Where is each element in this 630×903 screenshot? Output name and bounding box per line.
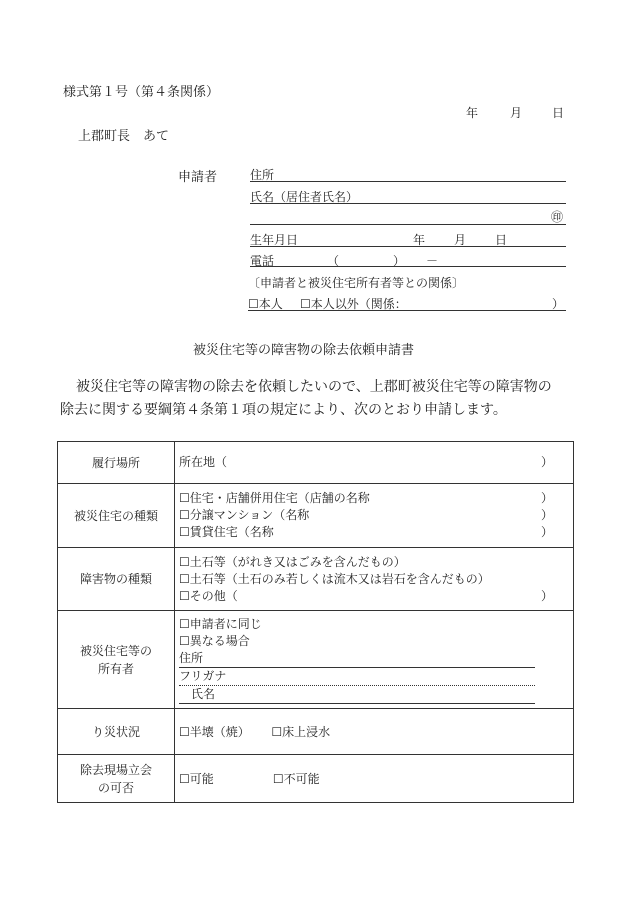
house-type-option[interactable] (179, 507, 553, 524)
obstacle-type-label: 障害物の種類 (58, 548, 175, 611)
location-cell[interactable] (175, 442, 574, 484)
attendance-label-line-2: の可否 (97, 780, 134, 795)
birth-date-line (250, 246, 566, 247)
date-month-label: 月 (510, 106, 523, 120)
body-line-2: 除去に関する要綱第４条第１項の規定により、次のとおり申請します。 (60, 402, 507, 418)
phone-paren-open: （ (327, 254, 340, 268)
owner-label-line-2: 所有者 (97, 661, 134, 676)
body-line-1: 被災住宅等の障害物の除去を依頼したいので、上郡町被災住宅等の障害物の (76, 379, 552, 395)
owner-furigana-label: フリガナ (179, 668, 227, 683)
addressee: 上郡町長 あて (78, 129, 170, 144)
phone-dash: － (426, 254, 439, 268)
owner-same-checkbox[interactable]: ☐申請者に同じ (179, 616, 262, 631)
birth-date-label: 生年月日 (250, 233, 299, 247)
owner-label-line-1: 被災住宅等の (79, 643, 152, 658)
relation-line (248, 310, 566, 311)
phone-paren-close: ） (393, 254, 406, 268)
obstacle-type-option-label: ☐土石等（がれき又はごみを含んだもの） (179, 554, 406, 569)
house-type-option-label: ☐分譲マンション（名称 (179, 508, 310, 522)
owner-address-field[interactable] (179, 650, 535, 668)
form-number: 様式第１号（第４条関係） (63, 85, 220, 100)
date-year-label: 年 (466, 106, 479, 120)
attendance-cell (175, 755, 574, 803)
obstacle-type-cell (175, 548, 574, 611)
house-type-option[interactable] (179, 524, 553, 541)
obstacle-type-option[interactable] (179, 588, 553, 605)
applicant-label: 申請者 (178, 170, 218, 185)
phone-line (250, 266, 566, 267)
house-type-option-close: ） (540, 525, 553, 539)
table-row-location (58, 442, 574, 484)
table-row-obstacle-type (58, 548, 574, 611)
house-type-option-close: ） (540, 508, 553, 522)
attendance-label-line-1: 除去現場立会 (79, 762, 152, 777)
house-type-option[interactable] (179, 490, 553, 507)
birth-year-label: 年 (413, 233, 426, 247)
applicant-address-line (250, 181, 566, 182)
document-title: 被災住宅等の障害物の除去依頼申請書 (193, 343, 415, 358)
birth-day-label: 日 (495, 233, 508, 247)
obstacle-type-option-close: ） (540, 588, 553, 603)
applicant-name-line-2 (250, 224, 566, 225)
attendance-label (58, 755, 175, 803)
relation-other-checkbox[interactable]: ☐本人以外（関係： (300, 297, 407, 311)
relation-self-checkbox[interactable]: ☐本人 (248, 297, 283, 311)
obstacle-type-option[interactable] (179, 571, 553, 588)
location-text: 所在地（ (179, 455, 228, 469)
phone-label: 電話 (250, 254, 275, 268)
house-type-label: 被災住宅の種類 (58, 484, 175, 548)
relation-label: 〔申請者と被災住宅所有者等との関係〕 (248, 276, 465, 290)
owner-name-label: 氏名 (191, 686, 216, 701)
house-type-option-label: ☐賃貸住宅（名称 (179, 525, 274, 539)
application-table (57, 441, 574, 803)
date-day-label: 日 (552, 106, 565, 120)
owner-address-label: 住所 (179, 650, 204, 665)
owner-label (58, 611, 175, 709)
table-row-damage (58, 709, 574, 755)
attendance-possible-checkbox[interactable]: ☐可能 (179, 772, 214, 786)
damage-label: り災状況 (58, 709, 175, 755)
owner-different-checkbox[interactable]: ☐異なる場合 (179, 633, 250, 648)
damage-half-checkbox[interactable]: ☐半壊（焼） (179, 725, 250, 739)
obstacle-type-option-label: ☐土石等（土石のみ若しくは流木又は岩石を含んだもの） (179, 571, 490, 586)
damage-cell (175, 709, 574, 755)
owner-furigana-field[interactable] (179, 668, 535, 686)
birth-month-label: 月 (454, 233, 467, 247)
seal-mark: ㊞ (551, 210, 564, 224)
owner-cell (175, 611, 574, 709)
applicant-name-line (250, 203, 566, 204)
obstacle-type-option-label: ☐その他（ (179, 588, 238, 603)
table-row-house-type (58, 484, 574, 548)
relation-close-paren: ） (552, 297, 565, 311)
applicant-address-label: 住所 (250, 168, 275, 182)
obstacle-type-option[interactable] (179, 554, 553, 571)
table-row-attendance (58, 755, 574, 803)
location-label: 履行場所 (58, 442, 175, 484)
table-row-owner (58, 611, 574, 709)
owner-name-field[interactable] (179, 686, 535, 704)
house-type-option-label: ☐住宅・店舗併用住宅（店舗の名称 (179, 491, 370, 505)
house-type-cell (175, 484, 574, 548)
damage-flood-checkbox[interactable]: ☐床上浸水 (271, 725, 331, 739)
attendance-impossible-checkbox[interactable]: ☐不可能 (272, 772, 320, 786)
house-type-option-close: ） (540, 491, 553, 505)
applicant-name-label: 氏名（居住者氏名） (250, 190, 359, 204)
location-close: ） (540, 455, 553, 469)
